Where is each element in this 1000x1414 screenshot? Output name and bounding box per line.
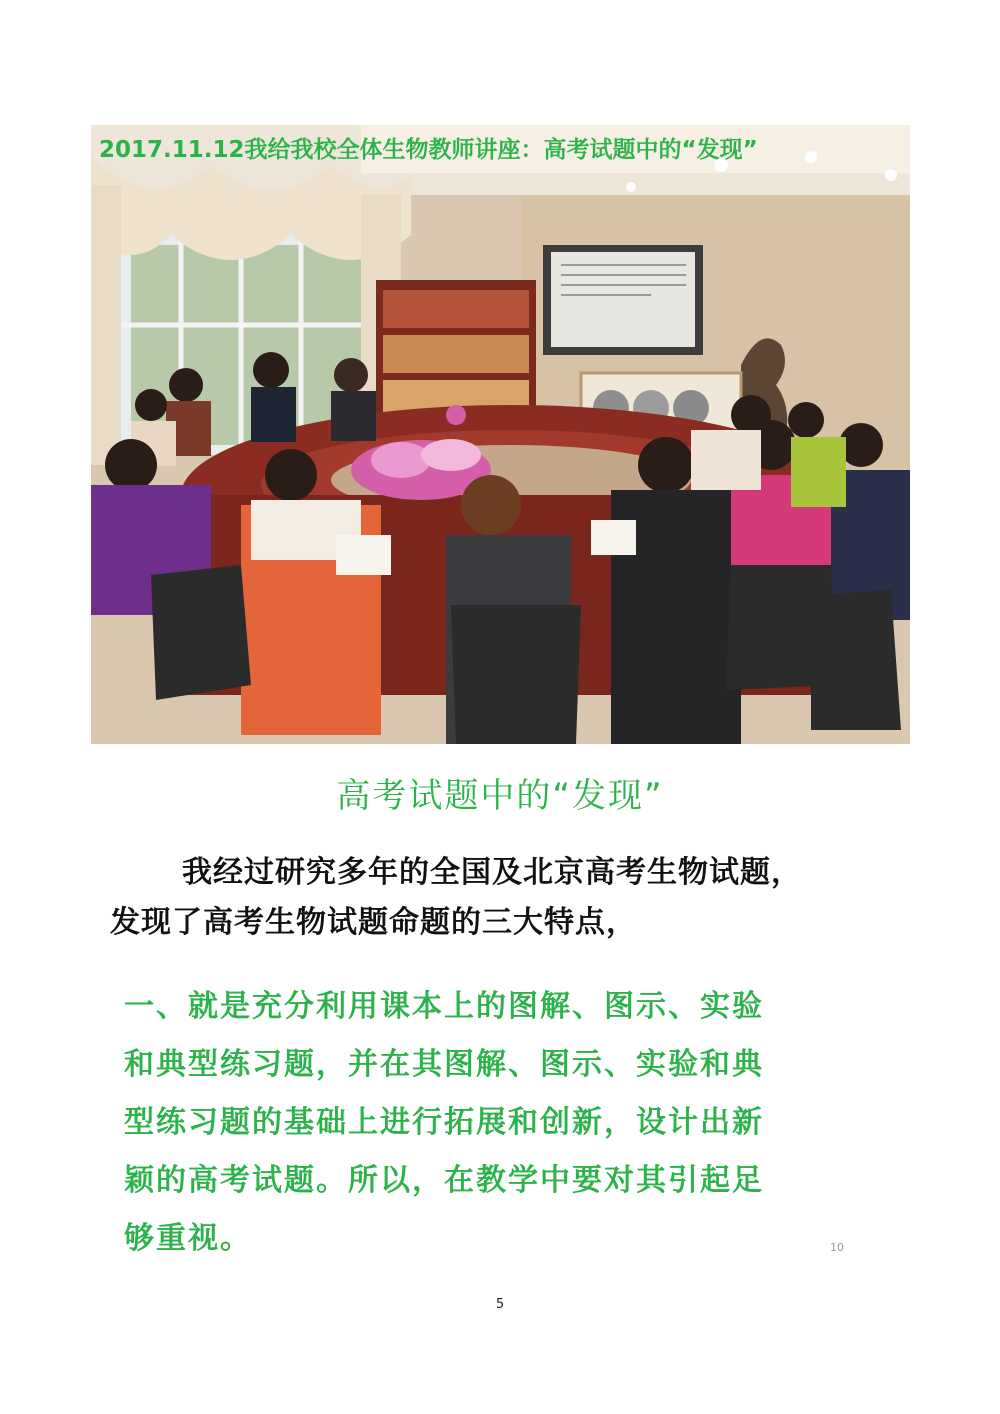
photo-caption: 2017.11.12我给我校全体生物教师讲座：高考试题中的“发现”: [99, 137, 758, 163]
point-one-line: 颖的高考试题。所以，在教学中要对其引起足: [124, 1163, 764, 1198]
point-one-line: 型练习题的基础上进行拓展和创新，设计出新: [124, 1105, 764, 1140]
point-one-line: 一、就是充分利用课本上的图解、图示、实验: [124, 989, 764, 1024]
page-number: 5: [495, 1297, 505, 1312]
point-one-line: 和典型练习题，并在其图解、图示、实验和典: [124, 1047, 764, 1082]
intro-paragraph: [110, 848, 910, 948]
small-mark: 10: [830, 1241, 844, 1254]
intro-line-1: 我经过研究多年的全国及北京高考生物试题，: [182, 855, 802, 890]
section-title: 高考试题中的“发现”: [336, 776, 664, 816]
intro-line-2: 发现了高考生物试题命题的三大特点，: [110, 905, 637, 940]
meeting-photo: [91, 125, 910, 744]
point-one-paragraph: [124, 978, 884, 1268]
point-one-line: 够重视。: [124, 1221, 252, 1256]
